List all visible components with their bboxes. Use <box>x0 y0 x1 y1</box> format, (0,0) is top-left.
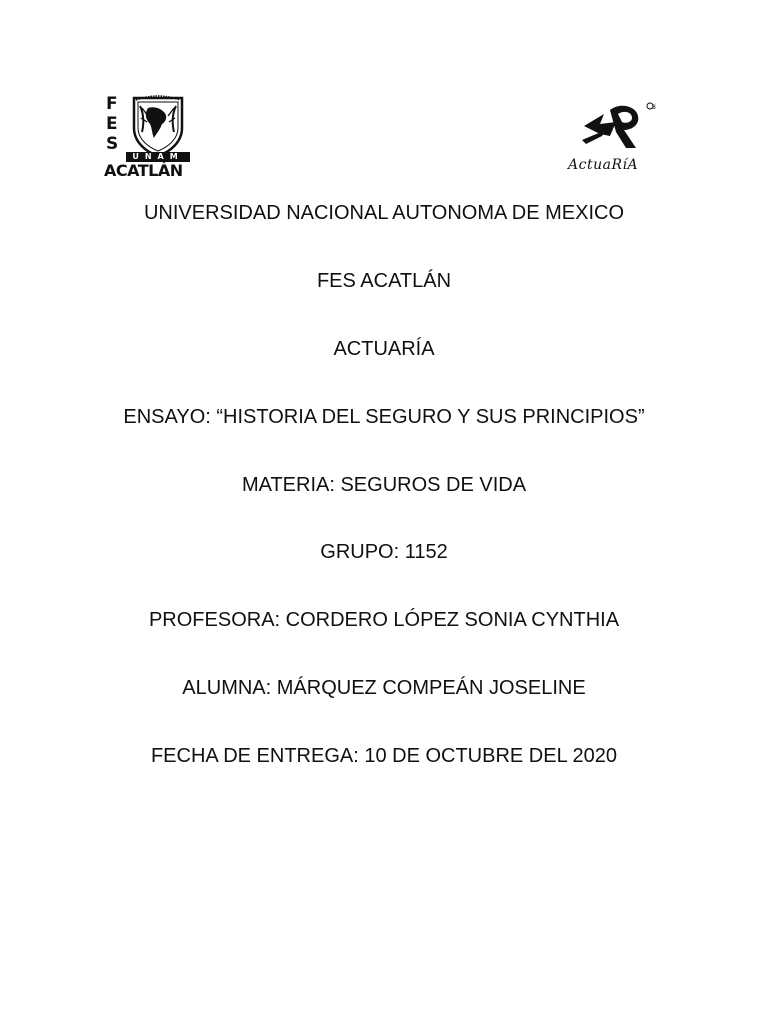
acatlan-label: ACATLÁN <box>104 161 183 180</box>
career-name: ACTUARÍA <box>333 338 435 360</box>
professor-name: PROFESORA: CORDERO LÓPEZ SONIA CYNTHIA <box>148 609 620 631</box>
student-name: ALUMNA: MÁRQUEZ COMPEÁN JOSELINE <box>182 677 586 699</box>
due-date: FECHA DE ENTREGA: 10 DE OCTUBRE DEL 2020 <box>150 745 618 767</box>
unam-shield-icon <box>126 94 190 158</box>
unam-label: UNAM <box>126 152 190 162</box>
fes-letter-f: F <box>106 94 118 114</box>
fes-acatlan-logo <box>104 94 194 182</box>
actuaria-wordmark: ActuaRíA <box>568 157 639 173</box>
university-name: UNIVERSIDAD NACIONAL AUTONOMA DE MEXICO <box>143 202 625 224</box>
fes-letter-s: S <box>106 134 119 154</box>
actuaria-mark-number: 8 <box>652 104 656 111</box>
group-number: GRUPO: 1152 <box>320 541 448 563</box>
subject-name: MATERIA: SEGUROS DE VIDA <box>241 474 527 496</box>
actuaria-logo <box>566 100 662 180</box>
fes-letters <box>106 94 124 154</box>
fes-letter-e: E <box>106 114 118 134</box>
actuaria-emblem-icon <box>580 100 658 158</box>
essay-title: ENSAYO: “HISTORIA DEL SEGURO Y SUS PRINCIPIOS” <box>123 406 645 428</box>
faculty-name: FES ACATLÁN <box>316 270 452 292</box>
